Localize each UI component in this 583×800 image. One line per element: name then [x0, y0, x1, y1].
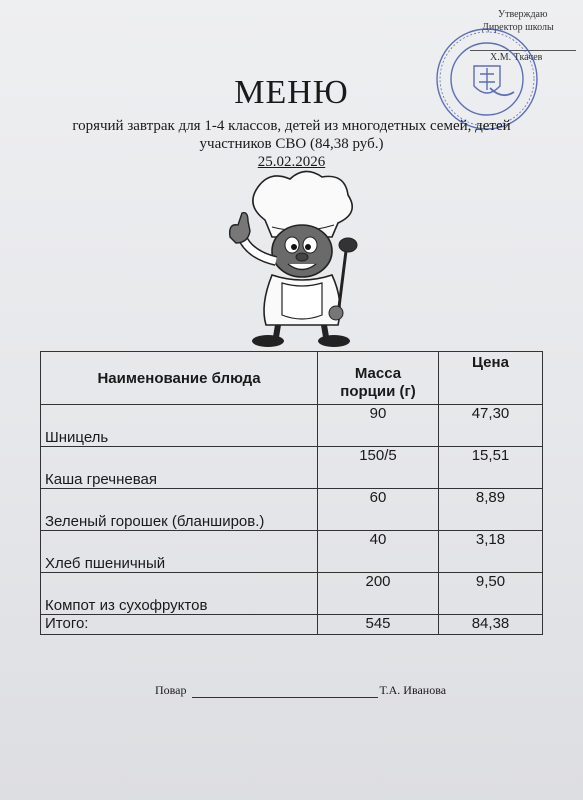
signature-underline: [192, 686, 378, 698]
chef-illustration: [220, 165, 380, 350]
dish-mass: 200: [318, 573, 439, 615]
approval-title: Утверждаю: [498, 9, 548, 20]
dish-price: 47,30: [439, 405, 543, 447]
total-label: Итого:: [41, 615, 318, 635]
table-row: [41, 405, 543, 447]
dish-price: 15,51: [439, 447, 543, 489]
approval-position: Директор школы: [482, 22, 554, 33]
menu-date: 25.02.2026: [257, 154, 326, 170]
dish-price: 9,50: [439, 573, 543, 615]
dish-mass: 90: [318, 405, 439, 447]
total-mass: 545: [318, 615, 439, 635]
dish-name: Хлеб пшеничный: [41, 531, 318, 573]
table-row: [41, 573, 543, 615]
table-row: [41, 531, 543, 573]
table-row: [41, 447, 543, 489]
dish-price: 3,18: [439, 531, 543, 573]
column-header-mass-line1: Масса: [354, 365, 402, 382]
approval-signatory: Х.М. Ткачев: [470, 50, 576, 64]
dish-price: 8,89: [439, 489, 543, 531]
dish-name: Зеленый горошек (бланширов.): [41, 489, 318, 531]
table-row: [41, 489, 543, 531]
menu-table: [40, 351, 543, 635]
cook-label: Повар: [155, 683, 187, 697]
cook-signature-line: [155, 683, 446, 698]
subtitle-line-1: горячий завтрак для 1-4 классов, детей из многодетных семей, детей: [72, 118, 511, 134]
dish-mass: 150/5: [318, 447, 439, 489]
table-header-row: [41, 352, 543, 405]
page-title: МЕНЮ: [234, 74, 349, 111]
column-header-mass-line2: порции (г): [340, 383, 416, 400]
dish-mass: 40: [318, 531, 439, 573]
dish-name: Шницель: [41, 405, 318, 447]
dish-name: Компот из сухофруктов: [41, 573, 318, 615]
dish-name: Каша гречневая: [41, 447, 318, 489]
dish-mass: 60: [318, 489, 439, 531]
cook-name: Т.А. Иванова: [379, 683, 447, 697]
column-header-name: Наименование блюда: [41, 352, 318, 405]
column-header-mass: [318, 352, 439, 405]
table-total-row: [41, 615, 543, 635]
subtitle-line-2: участников СВО (84,38 руб.): [199, 136, 384, 152]
column-header-price: Цена: [439, 352, 543, 405]
total-price: 84,38: [439, 615, 543, 635]
